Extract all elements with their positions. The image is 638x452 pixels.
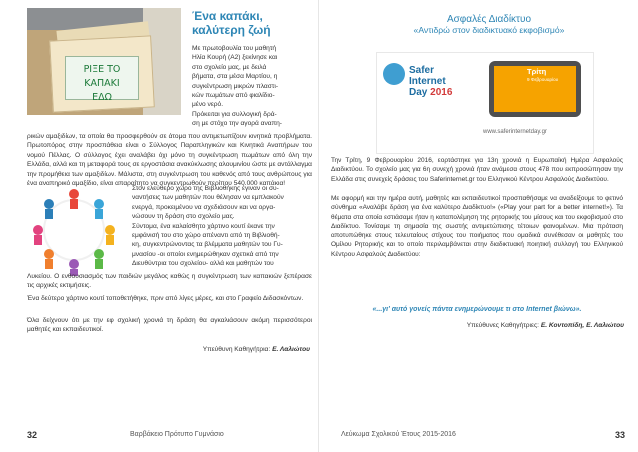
photo-note: ΡΙΞΕ ΤΟ ΚΑΠΑΚΙ ΕΔΩ — [65, 56, 139, 100]
body-paragraph-4: Όλα δείχνουν ότι με την εφ σχολική χρονιά τη δράση θα αγκαλιάσουν ακόμη περισσότεροι μαθητές και εκπαιδευτικοί. — [27, 317, 312, 334]
body-paragraph-2: Με αφορμή και την ημέρα αυτή, μαθητές και εκπαιδευτικοί προσπαθήσαμε να αναδείξουμε το φετινό σύνθημα «Αναλάβε δράση για ένα καλύτερο Διαδίκτυο!» («Play your part for a better internet!»). Τα θέματα στα οποία εστιάσαμε ήταν η καταπολέμηση της ρητορικής του μίσους και του εκφοβισμού στο Διαδίκτυο. Τονίσαμε τη σημασία της σωστής αντιμετώπισης τέτοιων φαινομένων. Μια πρόταση αποτυπώθηκε στους τελευταίους στίχους του ποιήματος που ομαδικά συνέθεσαν οι μαθητές του Ομίλου Ρητορικής και το οποίο περιλαμβάνεται στην διαδικτυακή ποιητική συλλογή του Ελληνικού Κέντρου Ασφαλούς Διαδικτύου: — [331, 195, 623, 258]
signature: Υπεύθυνες Καθηγήτριες: Ε. Κοντοπίδη, Ε. Λαλιώτου — [466, 322, 624, 329]
body-paragraph-3: Ένα δεύτερο χάρτινο κουτί τοποθετήθηκε, πριν από λίγες μέρες, και στο Γραφείο Διδασκόντων. — [27, 295, 304, 302]
body-paragraph-1: Την Τρίτη, 9 Φεβρουαρίου 2016, εορτάστηκε για 13η χρονιά η Ευρωπαϊκή Ημέρα Ασφαλούς Διαδικτύου. Το σχολείο μας για 6η συνεχή χρονιά ήταν ανάμεσα στους 478 που εκπροσώπησαν την Ελλάδα στις συνεχείς δράσεις του Saferinternet.gr του Ελληνικού Κέντρου Ασφαλούς Διαδικτύου. — [331, 157, 623, 183]
activity-text: Στον ελεύθερο χώρο της Βιβλιοθήκης έγιναν οι συ- ναντήσεις των μαθητών που θέλησαν να εμπλακούν ενεργά, προκειμένου να σχεδιάσουν και να οργα- νώσουν τη δράση στο σχολείο μας. Σύντομα, ένα καλαίσθητο χάρτινο κουτί έκανε την εμφάνισή του στο χώρο απέναντι από τη Βιβλιοθή- κη, συγκεντρώνοντας τα βλέμματα μαθητών του Γυ- μνασίου -οι οποίοι ενημερώθηκαν σχετικά από την Διευθύντρια του σχολείου- αλλά και μαθητών του — [132, 185, 284, 268]
safer-internet-day-banner — [376, 52, 594, 154]
collection-box-photo — [27, 8, 181, 115]
body-paragraph-1: ρικών αμαξιδίων, τα οποία θα προσφερθούν σε άτομα που αντιμετωπίζουν κινητικά προβλήματα. Πρωτοπόρος στην προσπάθεια είναι ο Σύλλογος Παραπληγικών και Κινητικά Αναπήρων του νομού Πέλλας. Ο σύλλογος έχει αναλάβει όχι μόνο τη συγκέντρωση πωμάτων από όλη την Ελλάδα, αλλά και τη μεταφορά τους σε εργοστάσια ανακύκλωσης αλουμινίου ώστε με αντάλλαγμα την προμήθεια των αμαξιδίων. Μάλιστα, στη συγκέντρωση του καθενός από τους ανθρώπους για ένα αναπηρικό αμαξίδιο, είναι απαραίτητο να συγκεντρωθούν περίπου 540.000 καπάκια! — [27, 133, 312, 188]
children-circle-illustration — [27, 184, 121, 276]
intro-text: Με πρωτοβουλία του μαθητή Ηλία Κουρή (Α2) ξεκίνησε και στο σχολείο μας, με δειλά βήματα, στα μέσα Μαρτίου, η συγκέντρωση μικρών πλαστι- κών πωμάτων από φιαλίδιο- μένο νερό. Πρόκειται για συλλογική δρά- ση με στόχο την αγορά αναπη- — [192, 45, 282, 128]
poem-quote: «...γι' αυτό γονείς πάντα ενημερώνουμε τι στο Internet βιώνω». — [372, 306, 582, 313]
article-title: Ένα καπάκι, καλύτερη ζωή — [192, 9, 271, 37]
tablet-illustration: Τρίτη 9 Φεβρουαρίου — [489, 61, 581, 117]
page-footer: Λεύκωμα Σχολικού Έτους 2015-2016 — [341, 431, 456, 438]
banner-url: www.saferinternetday.gr — [483, 129, 547, 135]
page-footer: Βαρβάκειο Πρότυπο Γυμνάσιο — [130, 431, 224, 438]
brand-logo-text: Safer Internet Day 2016 — [409, 65, 453, 98]
article-title: Ασφαλές Διαδίκτυο «Αντιδρώ στον διαδικτυακό εκφοβισμό» — [413, 14, 565, 35]
page-number: 33 — [615, 430, 626, 440]
body-paragraph-2: Λυκείου. Ο ενθουσιασμός των παιδιών μεγάλος καθώς η συγκέντρωση των καπακιών ξεπέρασε τις αρχικές εκτιμήσεις. — [27, 273, 312, 290]
signature: Υπεύθυνη Καθηγήτρια: Ε. Λαλιώτου — [202, 346, 310, 353]
globe-icon — [383, 63, 405, 85]
right-page — [319, 0, 638, 452]
page-number: 32 — [27, 430, 38, 440]
